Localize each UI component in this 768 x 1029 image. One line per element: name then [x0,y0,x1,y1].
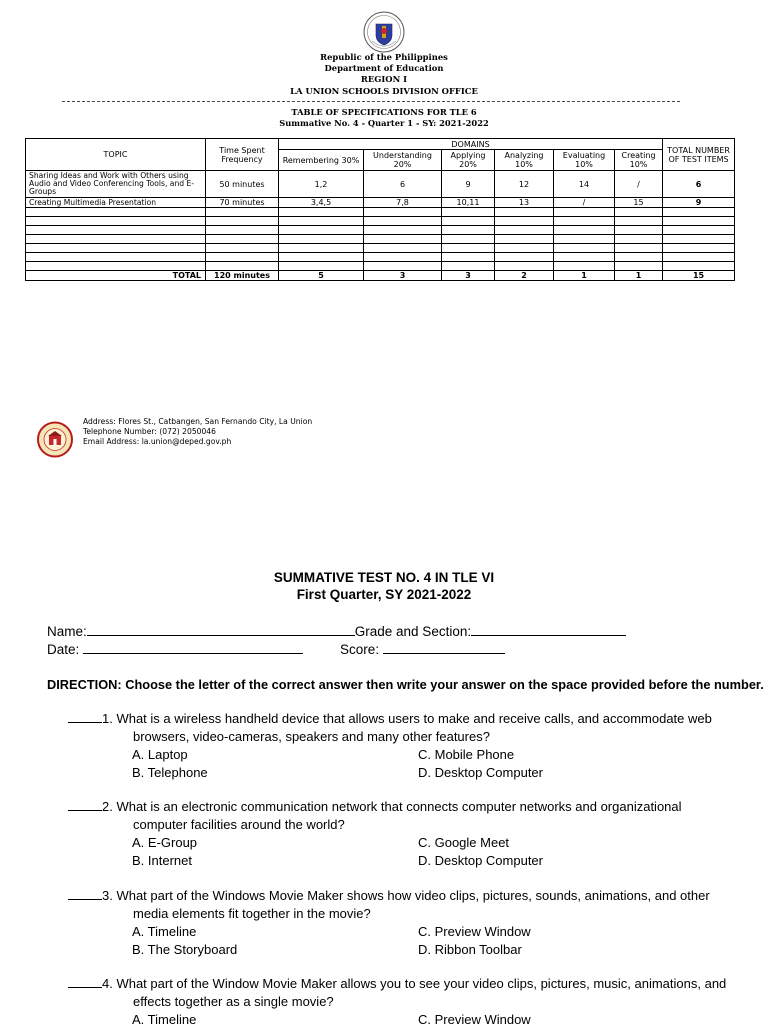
cell-analyzing: 13 [495,198,554,208]
answer-blank[interactable] [68,975,102,988]
total-row [26,271,735,281]
score-label: Score: [340,642,380,657]
header-time-spent: Time Spent Frequency [206,139,279,171]
answer-blank[interactable] [68,710,102,723]
test-title: SUMMATIVE TEST NO. 4 IN TLE VI [273,570,495,585]
question-text: 3. What part of the Windows Movie Maker shows how video clips, pictures, sounds, animations, and other [102,888,710,903]
question-text-continued: effects together as a single movie? [133,994,334,1009]
deped-seal-logo [363,11,405,53]
empty-row [26,262,735,271]
grade-field[interactable] [471,622,626,636]
cell-understanding: 6 [364,171,442,198]
header-topic: TOPIC [26,139,206,171]
empty-row [26,244,735,253]
choice-b: B. The Storyboard [132,942,238,957]
header-analyzing: Analyzing 10% [495,150,554,171]
test-subtitle: First Quarter, SY 2021-2022 [296,587,472,602]
cell-applying: 9 [442,171,495,198]
question-text: 2. What is an electronic communication network that connects computer networks and organizational [102,799,682,814]
cell-evaluating: 14 [554,171,615,198]
cell-creating: / [615,171,663,198]
cell-total: 9 [663,198,735,208]
header-division: LA UNION SCHOOLS DIVISION OFFICE [290,85,478,96]
choice-c: C. Preview Window [418,1012,531,1027]
choice-c: C. Google Meet [418,835,510,850]
empty-row [26,208,735,217]
cell-applying: 10,11 [442,198,495,208]
grade-label: Grade and Section: [354,624,472,639]
header-applying: Applying 20% [442,150,495,171]
tos-title-block [0,107,768,128]
total-understanding: 3 [364,271,442,281]
telephone-text: Telephone Number: (072) 2050046 [83,426,216,436]
header-evaluating: Evaluating 10% [554,150,615,171]
question-item [68,975,748,1029]
header-creating: Creating 10% [615,150,663,171]
header-remembering: Remembering 30% [279,150,364,171]
test-title-block [0,569,768,603]
cell-time: 50 minutes [206,171,279,198]
name-field[interactable] [87,622,355,636]
cell-topic: Creating Multimedia Presentation [26,198,206,208]
date-field[interactable] [83,640,303,654]
student-info-fields [47,622,626,658]
choice-a: A. Laptop [132,747,188,762]
header-republic: Republic of the Philippines [320,52,448,62]
header-total-items: TOTAL NUMBER OF TEST ITEMS [663,139,735,171]
cell-evaluating: / [554,198,615,208]
choice-a: A. Timeline [132,1012,197,1027]
choice-b: B. Telephone [132,765,208,780]
total-applying: 3 [442,271,495,281]
choice-a: A. Timeline [132,924,197,939]
table-row [26,171,735,198]
contact-block [83,417,312,446]
empty-row [26,253,735,262]
cell-remembering: 3,4,5 [279,198,364,208]
answer-blank[interactable] [68,887,102,900]
header-department: Department of Education [324,63,444,74]
email-text: Email Address: la.union@deped.gov.ph [83,436,232,446]
question-text: 1. What is a wireless handheld device that allows users to make and receive calls, and accommodate web [102,711,712,726]
empty-row [26,226,735,235]
choice-c: C. Preview Window [418,924,531,939]
total-label: TOTAL [26,271,206,281]
question-item [68,710,748,782]
empty-row [26,235,735,244]
question-text-continued: computer facilities around the world? [133,817,345,832]
question-item [68,798,748,870]
question-text-continued: browsers, video-cameras, speakers and many other features? [133,729,490,744]
total-creating: 1 [615,271,663,281]
question-text-continued: media elements fit together in the movie? [133,906,371,921]
specifications-table [25,138,735,281]
tos-subtitle: Summative No. 4 - Quarter 1 - SY: 2021-2022 [279,117,489,128]
choice-d: D. Desktop Computer [418,765,543,780]
score-field[interactable] [383,640,505,654]
total-time: 120 minutes [206,271,279,281]
tos-title: TABLE OF SPECIFICATIONS FOR TLE 6 [291,107,477,117]
total-items: 15 [663,271,735,281]
answer-blank[interactable] [68,798,102,811]
header-divider [62,101,680,102]
total-evaluating: 1 [554,271,615,281]
name-label: Name: [47,624,87,639]
cell-remembering: 1,2 [279,171,364,198]
question-text: 4. What part of the Window Movie Maker allows you to see your video clips, pictures, music, animations, and [102,976,727,991]
division-office-logo [33,421,77,458]
address-text: Address: Flores St., Catbangen, San Fernando City, La Union [83,417,313,426]
header-understanding: Understanding 20% [364,150,442,171]
choice-a: A. E-Group [132,835,198,850]
table-row [26,198,735,208]
cell-time: 70 minutes [206,198,279,208]
question-item [68,887,748,959]
cell-understanding: 7,8 [364,198,442,208]
table-header-row [26,139,735,150]
date-label: Date: [47,642,80,657]
header-domains: DOMAINS [279,139,663,150]
total-analyzing: 2 [495,271,554,281]
agency-header [0,52,768,97]
choice-b: B. Internet [132,853,192,868]
cell-creating: 15 [615,198,663,208]
cell-total: 6 [663,171,735,198]
choice-d: D. Ribbon Toolbar [418,942,522,957]
direction-text: DIRECTION: Choose the letter of the correct answer then write your answer on the space provided before the number. [47,677,764,692]
choice-c: C. Mobile Phone [418,747,515,762]
cell-analyzing: 12 [495,171,554,198]
choice-d: D. Desktop Computer [418,853,543,868]
empty-row [26,217,735,226]
header-region: REGION I [360,74,408,85]
cell-topic: Sharing Ideas and Work with Others using Audio and Video Conferencing Tools, and E-Groups [26,171,206,198]
total-remembering: 5 [279,271,364,281]
